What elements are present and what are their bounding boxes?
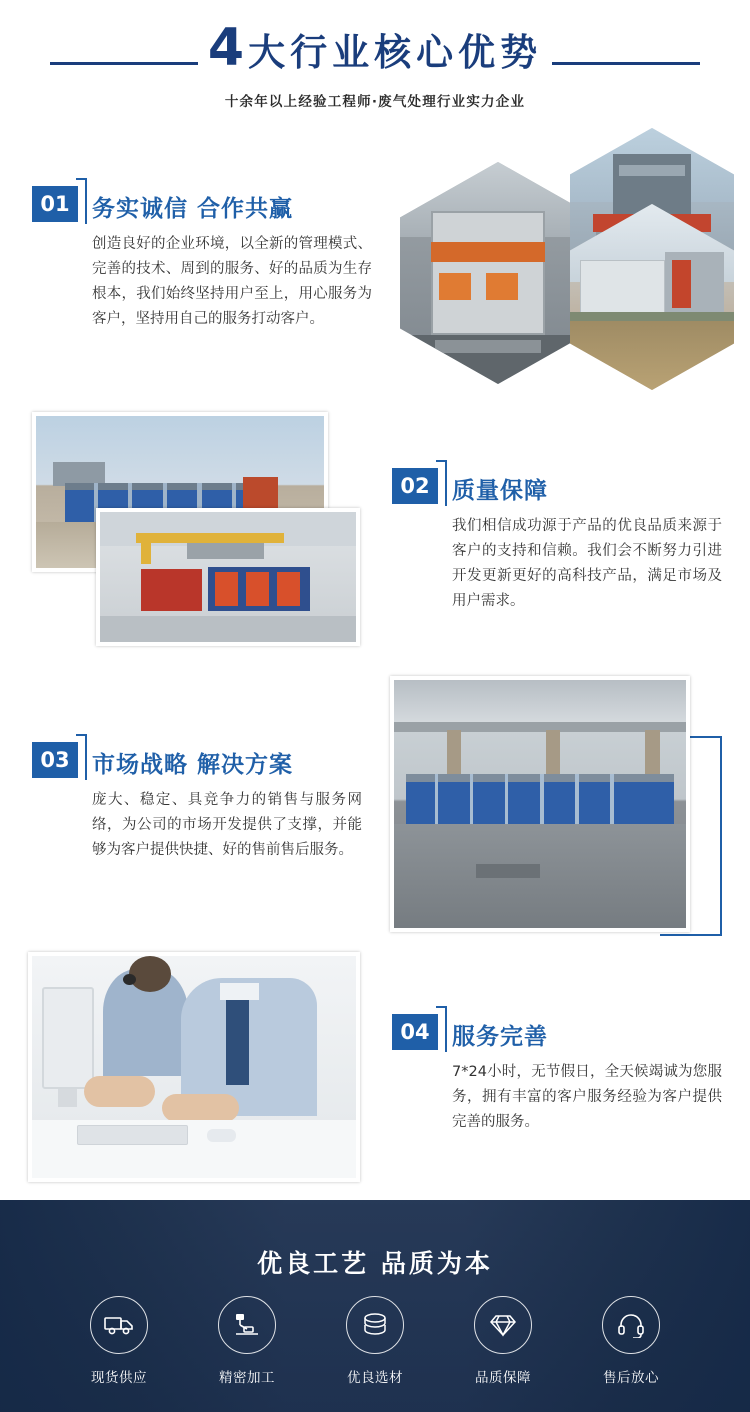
footer-item-precision-machining [201,1296,293,1386]
block-1-heading [32,186,372,223]
block-4-heading [392,1014,722,1051]
diamond-icon [474,1296,532,1354]
block-2-heading [392,468,722,505]
headset-icon [602,1296,660,1354]
block-1-number: 01 [32,186,78,222]
footer-banner [0,1200,750,1412]
advantage-block-3 [32,742,362,863]
footer-item-label: 售后放心 [603,1370,659,1386]
photo-dust-collector [400,162,596,384]
footer-item-after-sales [585,1296,677,1386]
photo-cluster-hexagons [392,128,732,390]
layers-icon [346,1296,404,1354]
footer-item-label: 品质保障 [475,1370,531,1386]
block-4-number: 04 [392,1014,438,1050]
advantage-block-1 [32,186,372,332]
footer-item-label: 优良选材 [347,1370,403,1386]
block-3-title: 市场战略 解决方案 [92,752,294,778]
footer-item-material-selection [329,1296,421,1386]
block-4-body: 7*24小时，无节假日，全天候竭诚为您服务，拥有丰富的客户服务经验为客户提供完善的服务。 [452,1064,722,1130]
block-3-number: 03 [32,742,78,778]
footer-feature-list [0,1296,750,1386]
photo-workshop-cabinets [390,676,690,932]
block-3-heading [32,742,362,779]
footer-item-label: 精密加工 [219,1370,275,1386]
header-subtitle: 十余年以上经验工程师·废气处理行业实力企业 [224,94,526,110]
block-2-number: 02 [392,468,438,504]
block-3-body: 庞大、稳定、具竞争力的销售与服务网络，为公司的市场开发提供了支撑，并能够为客户提供快捷、好的售前售后服务。 [92,792,362,858]
machine-icon [218,1296,276,1354]
footer-item-quality-guarantee [457,1296,549,1386]
block-2-body: 我们相信成功源于产品的优良品质来源于客户的支持和信赖。我们会不断努力引进开发更新更好的高科技产品，满足市场及用户需求。 [452,518,722,609]
block-1-body: 创造良好的企业环境，以全新的管理模式、完善的技术、周到的服务、好的品质为生存根本，我们始终坚持用户至上，用心服务为客户，坚持用自己的服务打动客户。 [92,236,372,327]
advantage-block-2 [392,468,722,614]
header-number: 4 [207,18,245,78]
truck-icon [90,1296,148,1354]
block-4-title: 服务完善 [452,1024,548,1050]
header-title-row [0,18,750,79]
photo-purifier-furnace [96,508,360,646]
advantage-block-4 [392,1014,722,1135]
header-rule-right [552,62,700,65]
header-rule-left [50,62,198,65]
footer-item-label: 现货供应 [91,1370,147,1386]
block-2-title: 质量保障 [452,478,548,504]
page-title: 大行业核心优势 [248,31,543,74]
page-header [0,18,750,110]
footer-title: 优良工艺 品质为本 [257,1249,493,1278]
block-1-title: 务实诚信 合作共赢 [92,196,294,222]
footer-item-stock-supply [73,1296,165,1386]
photo-customer-service-team [28,952,360,1182]
